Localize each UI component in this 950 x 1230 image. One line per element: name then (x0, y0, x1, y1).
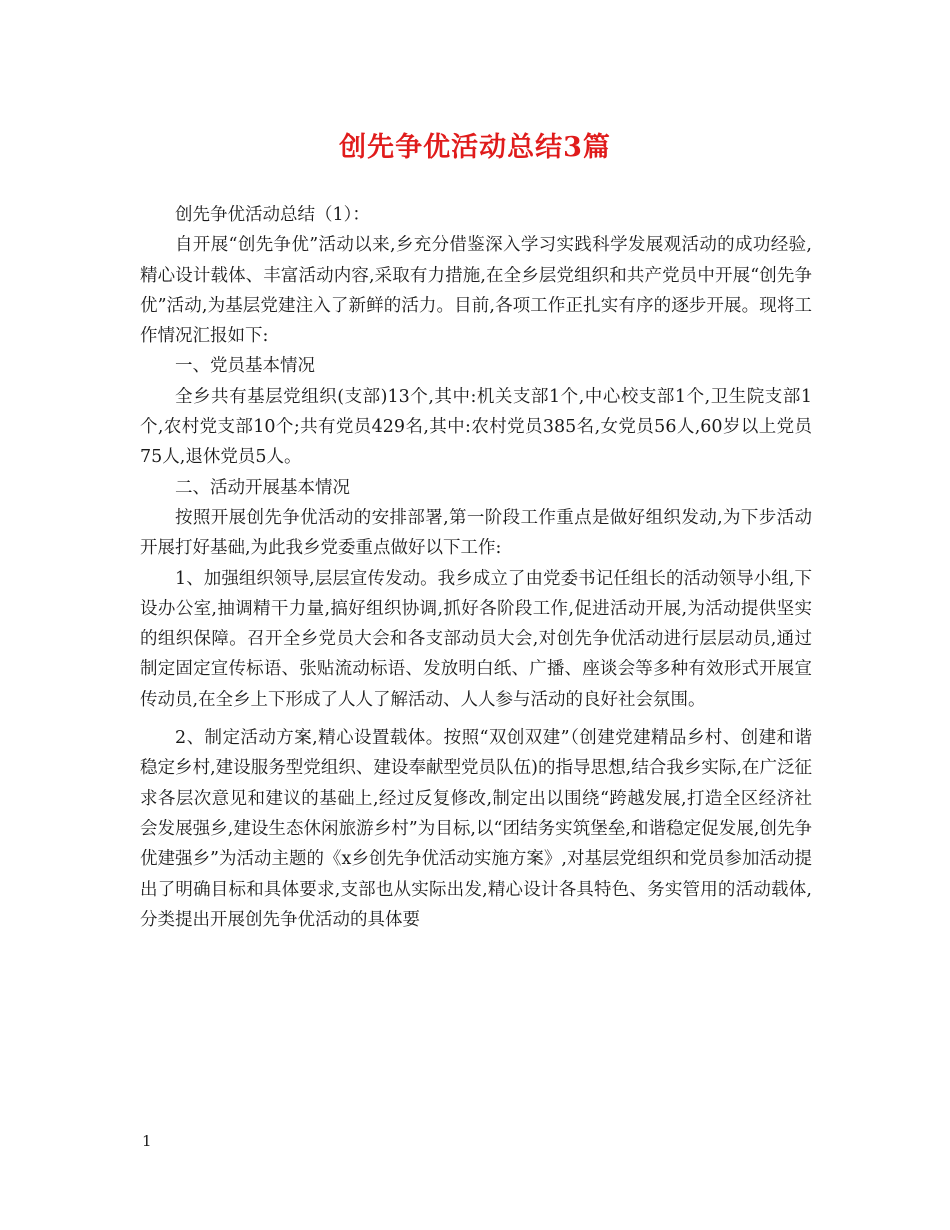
paragraph-item-2: 2、制定活动方案,精心设置载体。按照“双创双建”（创建党建精品乡村、创建和谐稳定乡村,建设服务型党组织、建设奉献型党员队伍)的指导思想,结合我乡实际,在广泛征求各层次意见和建议的基础上,经过反复修改,制定出以围绕“跨越发展,打造全区经济社会发展强乡,建设生态休闲旅游乡村”为目标,以“团结务实筑堡垒,和谐稳定促发展,创先争优建强乡”为活动主题的《x乡创先争优活动实施方案》,对基层党组织和党员参加活动提出了明确目标和具体要求,支部也从实际出发,精心设计各具特色、务实管用的活动载体,分类提出开展创先争优活动的具体要 (140, 728, 812, 930)
paragraph-member-stats: 全乡共有基层党组织(支部)13个,其中:机关支部1个,中心校支部1个,卫生院支部1个,农村党支部10个;共有党员429名,其中:农村党员385名,女党员56人,60岁以上党员75人,退休党员5人。 (140, 386, 812, 468)
document-body (140, 200, 812, 935)
paragraph-section-heading: 创先争优活动总结（1）： (175, 205, 370, 225)
paragraph-arrangement: 按照开展创先争优活动的安排部署,第一阶段工作重点是做好组织发动,为下步活动开展打好基础,为此我乡党委重点做好以下工作: (140, 507, 812, 559)
paragraph-heading-2: 二、活动开展基本情况 (175, 477, 350, 498)
page-number: 1 (142, 1132, 152, 1150)
paragraph-item-1: 1、加强组织领导,层层宣传发动。我乡成立了由党委书记任组长的活动领导小组,下设办公室,抽调精干力量,搞好组织协调,抓好各阶段工作,促进活动开展,为活动提供坚实的组织保障。召开全乡党员大会和各支部动员大会,对创先争优活动进行层层动员,通过制定固定宣传标语、张贴流动标语、发放明白纸、广播、座谈会等多种有效形式开展宣传动员,在全乡上下形成了人人了解活动、人人参与活动的良好社会氛围。 (140, 568, 812, 710)
document-title: 创先争优活动总结3篇 (339, 132, 611, 163)
paragraph-heading-1: 一、党员基本情况 (175, 356, 315, 377)
paragraph-intro: 自开展“创先争优”活动以来,乡充分借鉴深入学习实践科学发展观活动的成功经验,精心设计载体、丰富活动内容,采取有力措施,在全乡层党组织和共产党员中开展“创先争优”活动,为基层党建注入了新鲜的活力。目前,各项工作正扎实有序的逐步开展。现将工作情况汇报如下: (140, 235, 812, 347)
